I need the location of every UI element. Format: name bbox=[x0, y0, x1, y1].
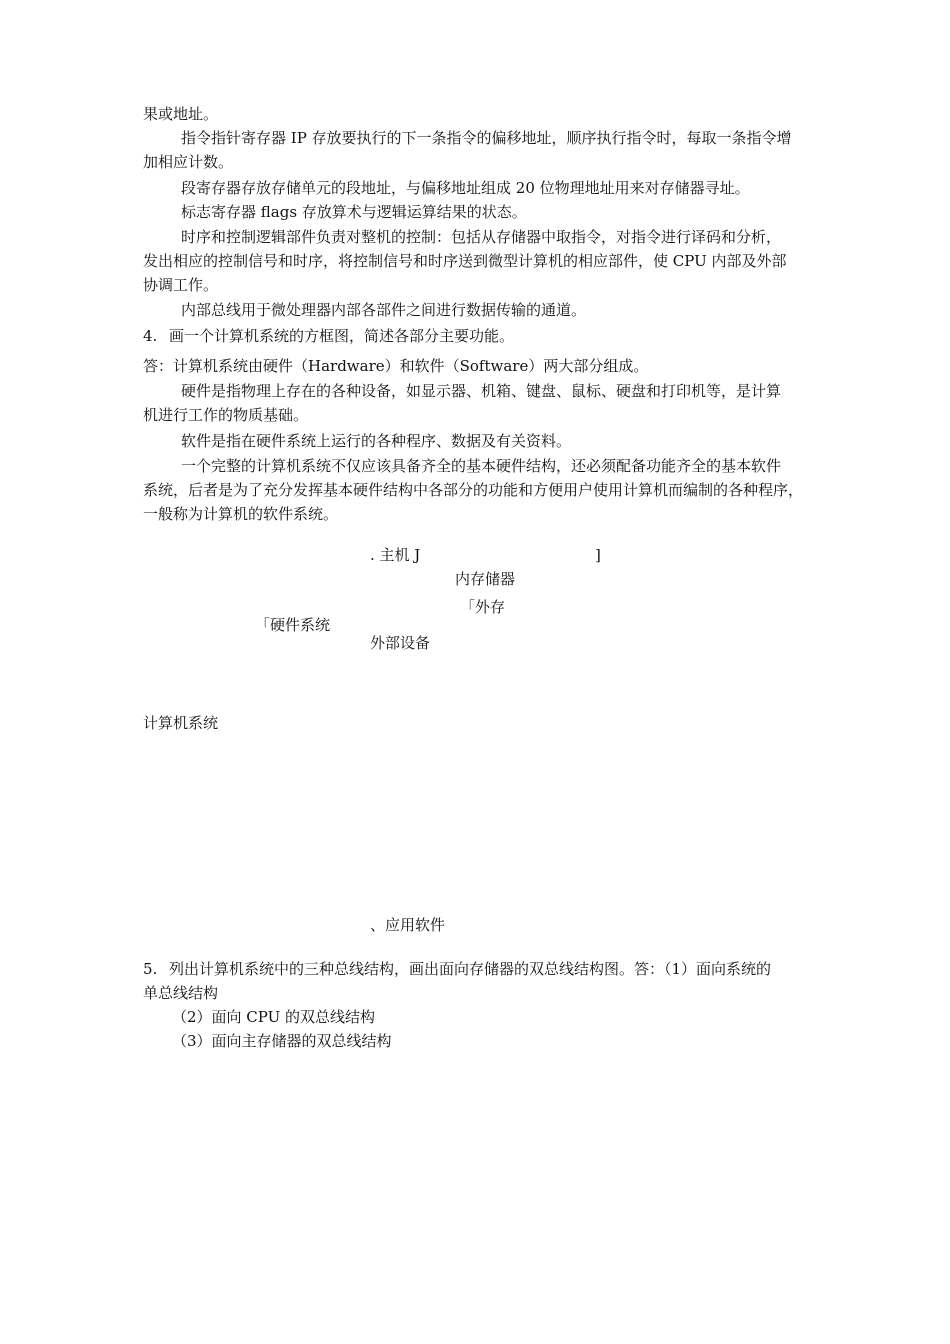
paragraph-timing-line2: 发出相应的控制信号和时序，将控制信号和时序送到微型计算机的相应部件，使 CPU 内部及外部 bbox=[143, 252, 787, 270]
question-text: 列出计算机系统中的三种总线结构，画出面向存储器的双总线结构图。答：（1）面向系统的 bbox=[169, 960, 772, 978]
answer-4-complete-line3: 一般称为计算机的软件系统。 bbox=[143, 505, 339, 523]
answer-4-complete-line1: 一个完整的计算机系统不仅应该具备齐全的基本硬件结构，还必须配备功能齐全的基本软件 bbox=[181, 457, 782, 475]
question-4 bbox=[143, 325, 514, 348]
question-5-line1 bbox=[143, 958, 771, 981]
question-5-line2: 单总线结构 bbox=[143, 984, 219, 1002]
diagram-bracket: ] bbox=[595, 546, 601, 564]
paragraph-internal-bus: 内部总线用于微处理器内部各部件之间进行数据传输的通道。 bbox=[181, 301, 587, 319]
answer-5-item-3: （3）面向主存储器的双总线结构 bbox=[172, 1032, 392, 1050]
answer-4-intro: 答：计算机系统由硬件（Hardware）和软件（Software）两大部分组成。 bbox=[143, 357, 649, 375]
answer-4-software: 软件是指在硬件系统上运行的各种程序、数据及有关资料。 bbox=[181, 432, 572, 450]
paragraph-flags-register: 标志寄存器 flags 存放算术与逻辑运算结果的状态。 bbox=[181, 203, 527, 221]
paragraph-timing-line1: 时序和控制逻辑部件负责对整机的控制：包括从存储器中取指令，对指令进行译码和分析， bbox=[181, 228, 782, 246]
diagram-peripherals-label: 外部设备 bbox=[370, 634, 431, 652]
question-text: 画一个计算机系统的方框图，简述各部分主要功能。 bbox=[169, 327, 515, 345]
paragraph-ip-line2: 加相应计数。 bbox=[143, 153, 234, 171]
answer-4-hardware-line1: 硬件是指物理上存在的各种设备，如显示器、机箱、键盘、鼠标、硬盘和打印机等，是计算 bbox=[181, 382, 782, 400]
question-number: 5. bbox=[143, 960, 158, 978]
paragraph-segment-register: 段寄存器存放存储单元的段地址，与偏移地址组成 20 位物理地址用来对存储器寻址。 bbox=[181, 179, 750, 197]
diagram-memory-label: 内存储器 bbox=[455, 570, 516, 588]
diagram-hardware-label: 「硬件系统 bbox=[255, 616, 331, 634]
diagram-computer-system-label: 计算机系统 bbox=[143, 714, 219, 732]
diagram-application-software-label: 、应用软件 bbox=[370, 916, 446, 934]
paragraph-continuation: 果或地址。 bbox=[143, 105, 219, 123]
paragraph-ip-line1: 指令指针寄存器 IP 存放要执行的下一条指令的偏移地址，顺序执行指令时，每取一条指令增 bbox=[181, 129, 792, 147]
question-number: 4. bbox=[143, 327, 158, 345]
diagram-host-label: . 主机 J bbox=[370, 546, 421, 564]
answer-4-hardware-line2: 机进行工作的物质基础。 bbox=[143, 406, 309, 424]
paragraph-timing-line3: 协调工作。 bbox=[143, 276, 219, 294]
answer-5-item-2: （2）面向 CPU 的双总线结构 bbox=[172, 1008, 376, 1026]
diagram-external-storage-label: 「外存 bbox=[460, 598, 506, 616]
answer-4-complete-line2: 系统，后者是为了充分发挥基本硬件结构中各部分的功能和方便用户使用计算机而编制的各种程序， bbox=[143, 481, 804, 499]
